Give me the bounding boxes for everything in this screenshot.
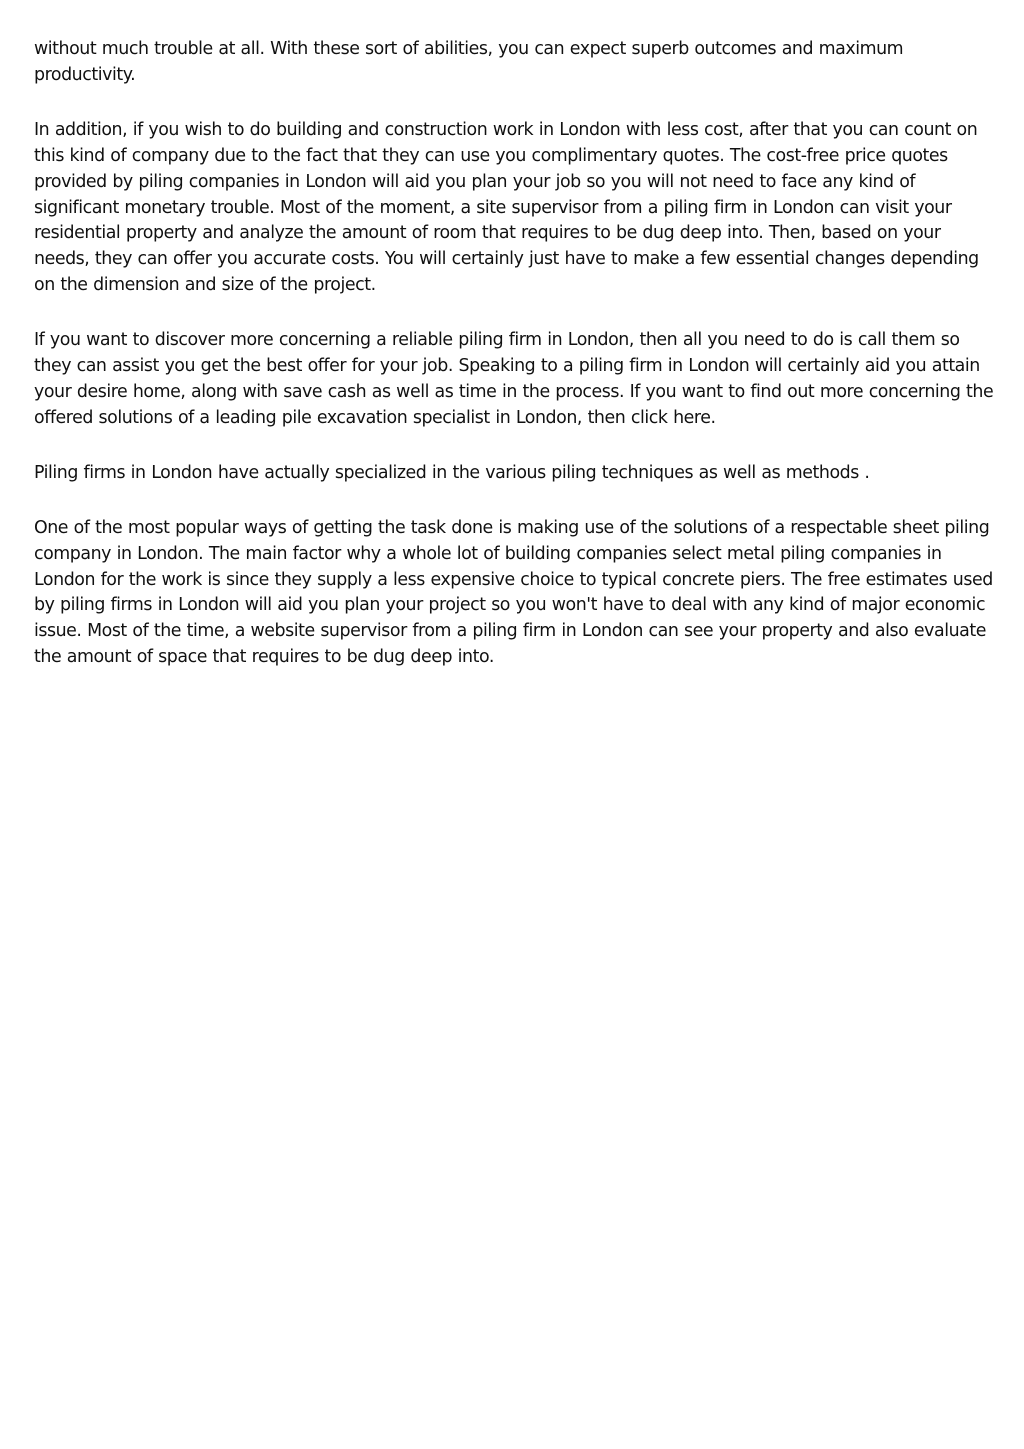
paragraph-discover-more: If you want to discover more concerning a reliable piling firm in London, then all you need to do is call them so they can assist you get the best offer for your job. Speaking to a piling firm in London will certainly aid you attain your desire home, along with save cash as well as time in the process. If you want to find out more concerning the offered solutions of a leading pile excavation specialist in London, then click here.: [34, 330, 994, 428]
paragraph-free-quotes: In addition, if you wish to do building and construction work in London with less cost, after that you can count on this kind of company due to the fact that they can use you complimentary quotes. The cost-free price quotes provided by piling companies in London will aid you plan your job so you will not need to face any kind of significant monetary trouble. Most of the moment, a site supervisor from a piling firm in London can visit your residential property and analyze the amount of room that requires to be dug deep into. Then, based on your needs, they can offer you accurate costs. You will certainly just have to make a few essential changes depending on the dimension and size of the project.: [34, 119, 979, 296]
paragraph-sheet-piling: One of the most popular ways of getting the task done is making use of the solutions of a respectable sheet piling company in London. The main factor why a whole lot of building companies select metal piling companies in London for the work is since they supply a less expensive choice to typical concrete piers. The free estimates used by piling firms in London will aid you plan your project so you won't have to deal with any kind of major economic issue. Most of the time, a website supervisor from a piling firm in London can see your property and also evaluate the amount of space that requires to be dug deep into.: [34, 517, 993, 668]
paragraph-intro-continued: without much trouble at all. With these sort of abilities, you can expect superb outcomes and maximum productivity.: [34, 39, 904, 85]
document-page: [34, 37, 994, 700]
paragraph-techniques: Piling firms in London have actually specialized in the various piling techniques as well as methods .: [34, 462, 870, 483]
